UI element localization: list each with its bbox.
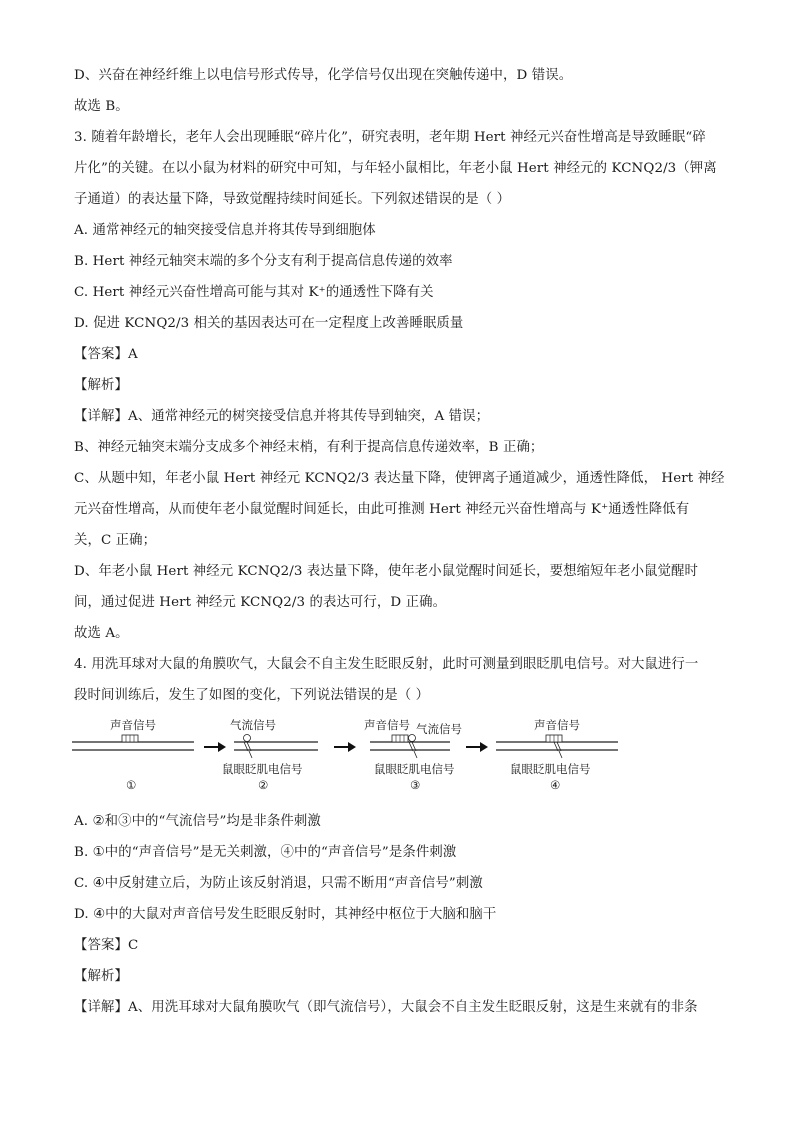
option-b: B. ①中的“声音信号”是无关刺激，④中的“声音信号”是条件刺激 [74,845,457,860]
emg-signal-label: 鼠眼眨肌电信号 [510,762,591,776]
option-d: D. 促进 KCNQ2/3 相关的基因表达可在一定程度上改善睡眠质量 [74,316,464,331]
panel-number: ④ [550,778,561,792]
question-3-stem: 子通道）的表达量下降，导致觉醒持续时间延长。下列叙述错误的是（ ） [74,192,511,207]
question-3-stem: 片化”的关键。在以小鼠为材料的研究中可知，与年轻小鼠相比，年老小鼠 Hert 神经元的 KCNQ2/3（钾离 [74,161,717,176]
explanation-line: 【详解】A、通常神经元的树突接受信息并将其传导到轴突，A 错误； [74,409,490,424]
conditioning-figure [72,712,632,800]
panel-1 [72,735,194,750]
text-line: 故选 B。 [74,99,129,114]
option-a: A. ②和③中的“气流信号”均是非条件刺激 [74,814,321,829]
sound-signal-label: 声音信号 [110,718,156,732]
air-signal-label: 气流信号 [416,722,462,736]
panel-2 [234,735,318,759]
explanation-line: 关，C 正确； [74,533,157,548]
question-4-stem: 段时间训练后，发生了如图的变化，下列说法错误的是（ ） [74,688,430,703]
panel-number: ② [258,778,269,792]
air-puff-icon [409,735,416,742]
option-c: C. ④中反射建立后，为防止该反射消退，只需不断用“声音信号”刺激 [74,876,483,891]
explanation-line: B、神经元轴突末端分支成多个神经末梢，有利于提高信息传递效率，B 正确； [74,440,544,455]
question-3-stem: 3. 随着年龄增长，老年人会出现睡眠“碎片化”，研究表明，老年期 Hert 神经元兴奋性增高是导致睡眠“碎 [74,130,706,145]
explanation-line: C、从题中知，年老小鼠 Hert 神经元 KCNQ2/3 表达量下降，使钾离子通道减少，通透性降低， Hert 神经 [74,471,725,486]
option-d: D. ④中的大鼠对声音信号发生眨眼反射时，其神经中枢位于大脑和脑干 [74,907,497,922]
panel-number: ① [126,778,137,792]
sound-signal-label: 声音信号 [534,718,580,732]
arrow-right-icon [334,742,356,752]
option-c: C. Hert 神经元兴奋性增高可能与其对 K⁺的通透性下降有关 [74,285,434,300]
analysis-label: 【解析】 [74,378,128,393]
option-b: B. Hert 神经元轴突末端的多个分支有利于提高信息传递的效率 [74,254,453,269]
explanation-line: D、年老小鼠 Hert 神经元 KCNQ2/3 表达量下降，使年老小鼠觉醒时间延长，要想缩短年老小鼠觉醒时 [74,564,699,579]
arrow-right-icon [204,742,226,752]
analysis-label: 【解析】 [74,969,128,984]
arrow-right-icon [466,742,488,752]
answer-label: 【答案】C [74,938,139,953]
emg-signal-label: 鼠眼眨肌电信号 [222,762,303,776]
text-line: D、兴奋在神经纤维上以电信号形式传导，化学信号仅出现在突触传递中，D 错误。 [74,68,573,83]
explanation-line: 【详解】A、用洗耳球对大鼠角膜吹气（即气流信号），大鼠会不自主发生眨眼反射，这是生来就有的非条 [74,1000,698,1015]
panel-3 [370,735,450,759]
air-puff-icon [244,735,251,742]
answer-label: 【答案】A [74,347,138,362]
conclusion-line: 故选 A。 [74,626,129,641]
sound-signal-label: 声音信号 [364,718,410,732]
question-4-stem: 4. 用洗耳球对大鼠的角膜吹气，大鼠会不自主发生眨眼反射，此时可测量到眼眨肌电信号。对大鼠进行一 [74,657,699,672]
emg-signal-label: 鼠眼眨肌电信号 [374,762,455,776]
option-a: A. 通常神经元的轴突接受信息并将其传导到细胞体 [74,223,376,238]
explanation-line: 间，通过促进 Hert 神经元 KCNQ2/3 的表达可行，D 正确。 [74,595,447,610]
panel-number: ③ [410,778,421,792]
panel-4 [496,735,618,758]
explanation-line: 元兴奋性增高，从而使年老小鼠觉醒时间延长，由此可推测 Hert 神经元兴奋性增高与 K⁺通透性降低有 [74,502,690,517]
air-signal-label: 气流信号 [230,718,276,732]
